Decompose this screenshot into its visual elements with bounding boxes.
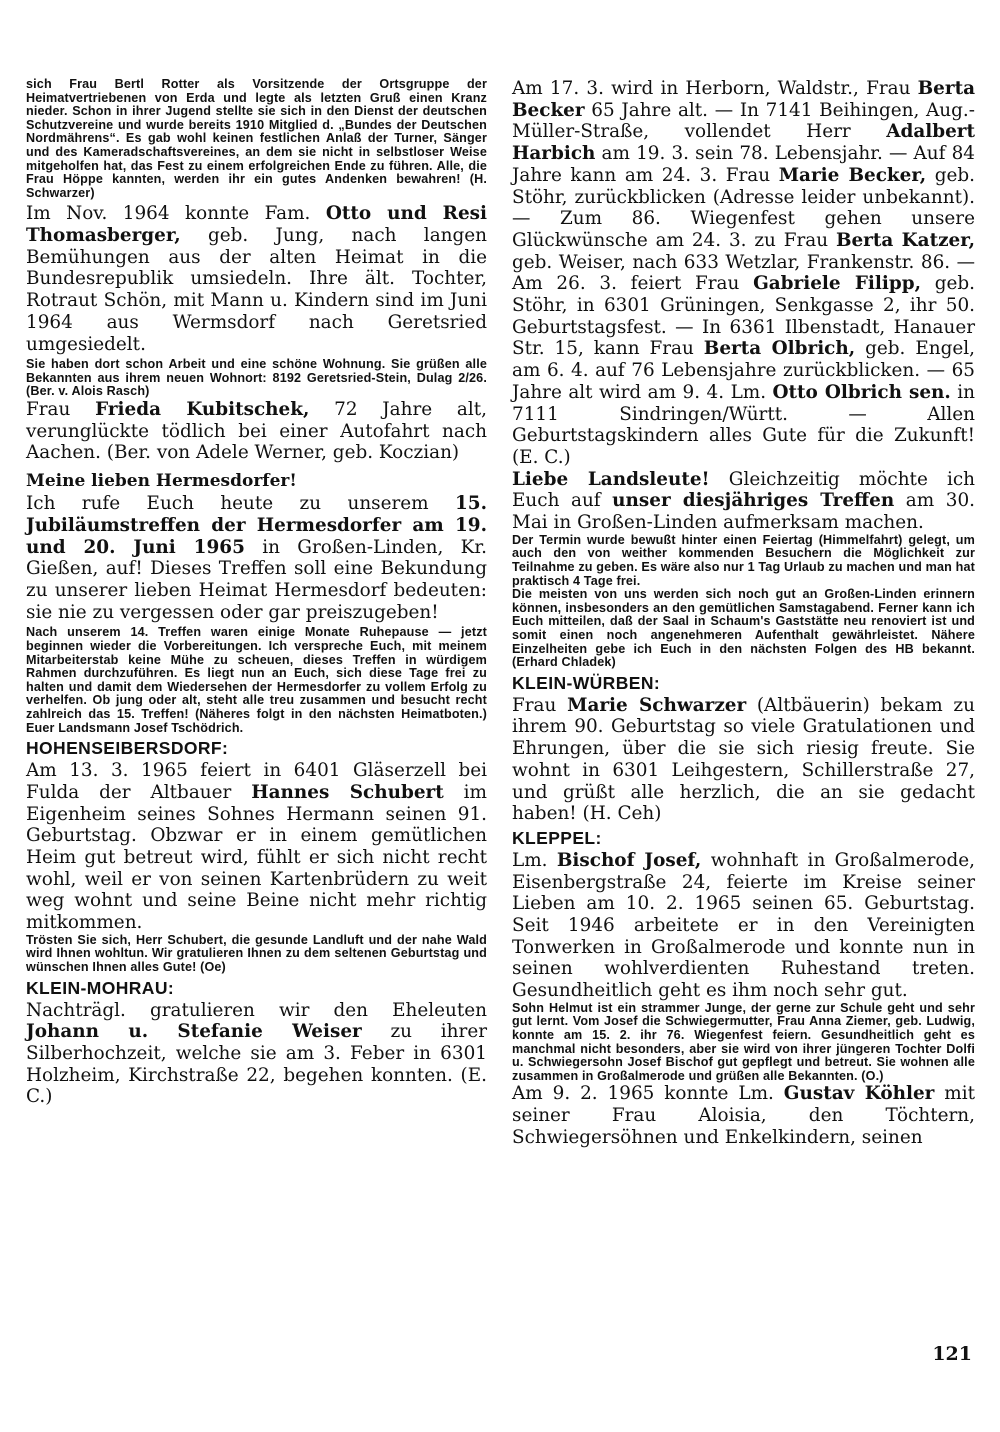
article-kubitschek: Frau Frieda Kubitschek, 72 Jahre alt, verunglückte tödlich bei einer Autofahrt nach Aachen. (Ber. von Adele Werner, geb. Koczian) [26,399,487,464]
section-heading-klein-wuerben: KLEIN-WÜRBEN: [512,672,661,693]
article-schubert: Am 13. 3. 1965 feiert in 6401 Gläserzell bei Fulda der Altbauer Hannes Schubert im Eigenheim seines Sohnes Hermann seinen 91. Geburtstag. Obzwar er in einem gemütlichen Heim gut betreut wird, fühlt er sich nicht recht wohl, weil er von seinen Kartenbrüdern zu weit weg wohnt und seine Beine nicht mehr richtig mitkommen. [26,760,487,934]
page-number: 121 [932,1343,972,1365]
article-thomasberger: Im Nov. 1964 konnte Fam. Otto und Resi Thomasberger, geb. Jung, nach langen Bemühungen aus der alten Heimat in die Bundesrepublik umsiedeln. Ihre ält. Tochter, Rotraut Schön, mit Mann u. Kindern sind im Juni 1964 aus Wermsdorf nach Geretsried umgesiedelt. [26,203,487,355]
article-hermesdorf-meeting: Ich rufe Euch heute zu unserem 15. Jubiläumstreffen der Hermesdorfer am 19. und 20. Juni 1965 in Großen-Linden, Kr. Gießen, auf! Dieses Treffen soll eine Bekundung zu unserer lieben Heimat Hermesdorf bedeuten: sie nie zu vergessen oder gar preiszugeben! [26,493,488,623]
article-schubert-wishes: Trösten Sie sich, Herr Schubert, die gesunde Landluft und der nahe Wald wird Ihnen wohltun. Wir gratulieren Ihnen zu dem seltenen Geburtstag und wünschen Ihnen alles Gute! (Oe) [26,932,487,974]
right-column [512,78,975,1149]
article-liebe-landsleute: Liebe Landsleute! Gleichzeitig möchte ich Euch auf unser diesjähriges Treffen am 30. Mai in Großen-Linden aufmerksam machen. [512,468,975,534]
article-weiser: Nachträgl. gratulieren wir den Eheleuten Johann u. Stefanie Weiser zu ihrer Silberhochzeit, welche sie am 3. Feber in 6301 Holzheim, Kirchstraße 22, begehen konnten. (E. C.) [26,999,487,1108]
article-thomasberger-note: Sie haben dort schon Arbeit und eine schöne Wohnung. Sie grüßen alle Bekannten aus ihrem neuen Wohnort: 8192 Geretsried-Stein, Dulag 2/26. (Ber. v. Alois Rasch) [26,357,487,399]
article-bischof: Lm. Bischof Josef, wohnhaft in Großalmerode, Eisenbergstraße 24, feierte im Kreise seiner Lieben am 10. 2. 1965 seinen 65. Geburtstag. Seit 1946 arbeitete er in den Vereinigten Tonwerken in Großalmerode und konnte nun in seinen wohlverdienten Ruhestand treten. Gesundheitlich geht es ihm noch sehr gut. [512,849,976,1002]
section-heading-kleppel: KLEPPEL: [512,827,602,848]
section-heading-hohenseibersdorf: HOHENSEIBERSDORF: [26,738,229,759]
article-koehler: Am 9. 2. 1965 konnte Lm. Gustav Köhler mit seiner Frau Aloisia, den Töchtern, Schwiegersöhnen und Enkelkindern, seinen [512,1083,975,1148]
article-schwarzer: Frau Marie Schwarzer (Altbäuerin) bekam zu ihrem 90. Geburtstag so viele Gratulationen und Ehrungen, über die sie sich riesig freute. Sie wohnt in 6301 Leihgestern, Schillerstraße 27, und grüßt alle herzlich, die an sie gedacht haben! (H. Ceh) [512,694,975,825]
article-grossen-linden: Die meisten von uns werden sich noch gut an Großen-Linden erinnern können, insbesonders an den gemütlichen Samstagabend. Ferner kann ich Euch mitteilen, daß der Saal in Schaum's Gaststätte neu renoviert ist und somit einen noch angenehmeren Aufenthalt gewährleistet. Nähere Einzelheiten gebe ich Euch in den nächsten Folgen des HB bekannt. (Erhard Chladek) [512,587,975,670]
section-heading-hermesdorfer: Meine lieben Hermesdorfer! [26,471,297,492]
article-birthdays: Am 17. 3. wird in Herborn, Waldstr., Frau Berta Becker 65 Jahre alt. — In 7141 Beihingen, Aug.-Müller-Straße, vollendet Herr Adalbert Harbich am 19. 3. sein 78. Lebensjahr. — Auf 84 Jahre kann am 24. 3. Frau Marie Becker, geb. Stöhr, zurückblicken (Adresse leider unbekannt). — Zum 86. Wiegenfest gehen unsere Glückwünsche am 24. 3. zu Frau Berta Katzer, geb. Weiser, nach 633 Wetzlar, Frankenstr. 86. — Am 26. 3. feiert Frau Gabriele Filipp, geb. Stöhr, in 6301 Grüningen, Senkgasse 2, ihr 50. Geburtstagsfest. — In 6361 Ilbenstadt, Hanauer Str. 15, kann Frau Berta Olbrich, geb. Engel, am 6. 4. auf 76 Lebensjahre zurückblicken. — 65 Jahre alt wird am 9. 4. Lm. Otto Olbrich sen. in 7111 Sindringen/Württ. — Allen Geburtstagskindern alles Gute für die Zukunft! (E. C.) [512,78,975,468]
section-heading-klein-mohrau: KLEIN-MOHRAU: [26,977,175,998]
article-rotter-obituary: sich Frau Bertl Rotter als Vorsitzende der Ortsgruppe der Heimatvertriebenen von Erda und legte als letzten Gruß einen Kranz nieder. Schon in ihrer Jugend stellte sie sich in den Dienst der deutschen Schutzvereine und wurde bereits 1910 Mitglied d. „Bundes der Deutschen Nordmährens“. Es gab wohl keinen festlichen Anlaß der Turner, Sänger und des Kameradschaftsvereines, an dem sie nicht in selbstloser Weise mitgeholfen hat, das Fest zu einem erfolgreichen Ende zu führen. Alle, die Frau Höppe kannten, werden ihr ein gutes Andenken bewahren! (H. Schwarzer) [26,77,487,200]
left-column [26,78,487,1108]
article-helmut-ziemer: Sohn Helmut ist ein strammer Junge, der gerne zur Schule geht und sehr gut lernt. Vom Josef die Schwiegermutter, Frau Anna Ziemer, geb. Ludwig, konnte am 15. 2. ihr 76. Wiegenfest feiern. Gesundheitlich geht es manchmal nicht besonders, aber sie wird von ihrer jüngeren Tochter Dolfi u. Schwiegersohn Josef Bischof gut gepflegt und betreut. Sie wohnen alle zusammen in Großalmerode und grüßen alle Bekannten. (O.) [512,1000,975,1083]
article-termin: Der Termin wurde bewußt hinter einen Feiertag (Himmelfahrt) gelegt, um auch den von weither kommenden Besuchern die Möglichkeit zur Teilnahme zu geben. Es wäre also nur 1 Tag Urlaub zu machen und man hat praktisch 4 Tage frei. [512,532,975,588]
article-hermesdorf-details: Nach unserem 14. Treffen waren einige Monate Ruhepause — jetzt beginnen wieder die Vorbereitungen. Ich verspreche Euch, mit meinem Mitarbeiterstab keine Mühe zu scheuen, dieses Treffen in würdigem Rahmen durchzuführen. Es liegt nun an Euch, sich diese Tage frei zu halten und damit dem Wiedersehen der Hermesdorfer zu vollem Erfolg zu verhelfen. Ob jung oder alt, steht alle treu zusammen und besucht recht zahlreich das 15. Treffen! (Näheres folgt in den nächsten Heimatboten.) Euer Landsmann Josef Tschödrich. [26,625,487,735]
